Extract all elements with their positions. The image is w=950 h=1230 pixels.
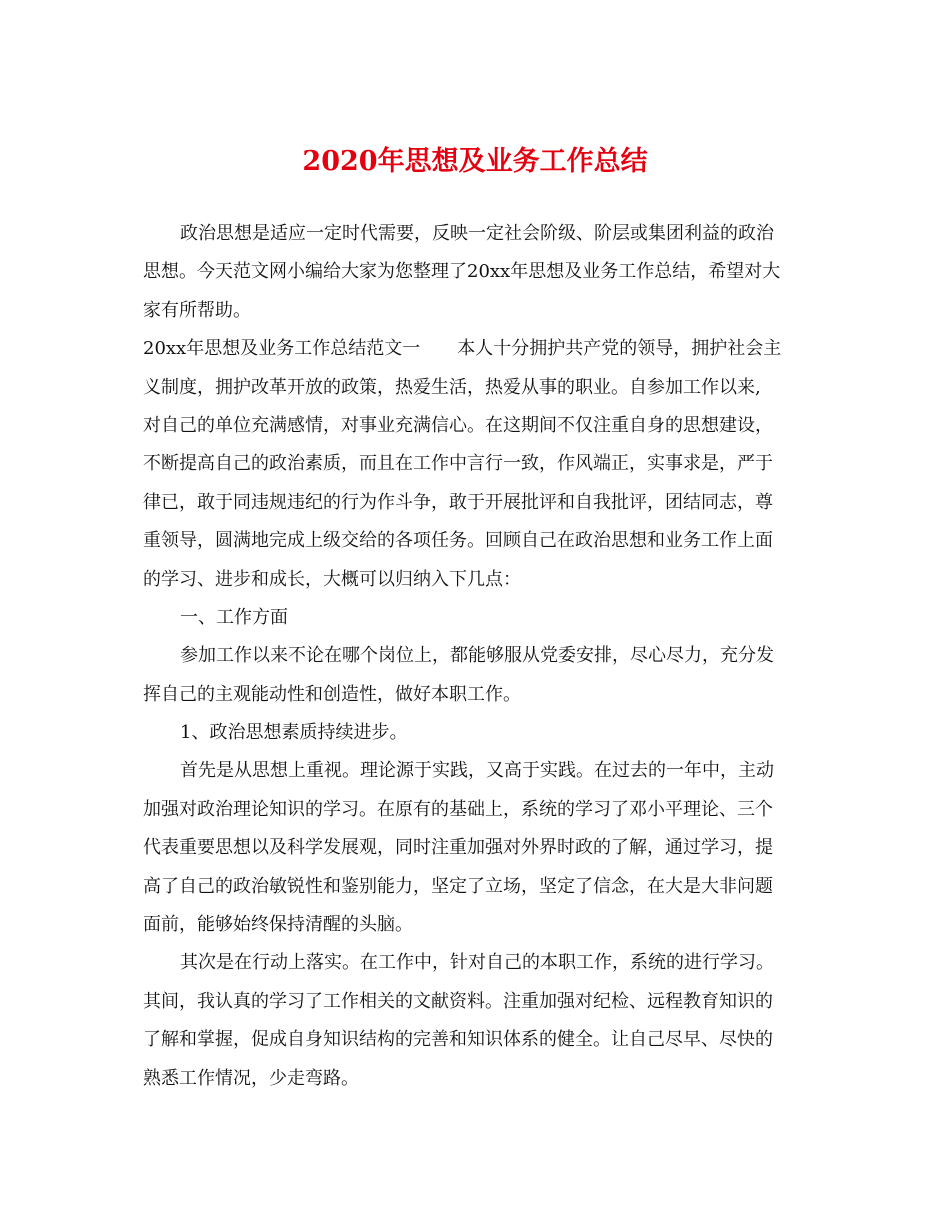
paragraph-line: 律已，敢于同违规违纪的行为作斗争，敢于开展批评和自我批评，团结同志，尊 [143, 491, 773, 513]
paragraph-line: 义制度，拥护改革开放的政策，热爱生活，热爱从事的职业。自参加工作以来, [143, 376, 761, 398]
paragraph-line: 高了自己的政治敏锐性和鉴别能力，坚定了立场，坚定了信念，在大是大非问题 [143, 875, 773, 897]
paragraph-line: 代表重要思想以及科学发展观，同时注重加强对外界时政的了解，通过学习，提 [143, 837, 773, 859]
paragraph-line: 思想。今天范文网小编给大家为您整理了20xx年思想及业务工作总结，希望对大 [143, 261, 781, 283]
document-body [143, 215, 811, 1098]
paragraph-line: 参加工作以来不论在哪个岗位上，都能够服从党委安排，尽心尽力，充分发 [180, 645, 774, 667]
paragraph-line: 加强对政治理论知识的学习。在原有的基础上，系统的学习了邓小平理论、三个 [143, 798, 773, 820]
document-title: 2020年思想及业务工作总结 [302, 146, 648, 177]
paragraph-line: 首先是从思想上重视。理论源于实践，又高于实践。在过去的一年中，主动 [180, 760, 774, 782]
paragraph-line: 不断提高自己的政治素质，而且在工作中言行一致，作风端正，实事求是，严于 [143, 453, 773, 475]
paragraph-line: 家有所帮助。 [143, 299, 251, 321]
paragraph-line: 对自己的单位充满感情，对事业充满信心。在这期间不仅注重自身的思想建设， [143, 414, 773, 436]
paragraph-line: 政治思想是适应一定时代需要，反映一定社会阶级、阶层或集团利益的政治 [180, 223, 774, 244]
paragraph-line: 面前，能够始终保持清醒的头脑。 [143, 914, 413, 936]
paragraph-text: 本人十分拥护共产党的领导，拥护社会主 [457, 338, 782, 360]
paragraph-line: 其间，我认真的学习了工作相关的文献资料。注重加强对纪检、远程教育知识的 [143, 990, 773, 1012]
heading-line [143, 330, 811, 368]
section-heading: 20xx年思想及业务工作总结范文一 [143, 338, 421, 360]
paragraph-line: 的学习、进步和成长，大概可以归纳入下几点： [143, 568, 521, 590]
paragraph-line: 其次是在行动上落实。在工作中，针对自己的本职工作，系统的进行学习。 [180, 952, 774, 974]
paragraph-line: 挥自己的主观能动性和创造性，做好本职工作。 [143, 683, 521, 705]
subsection-heading: 1、政治思想素质持续进步。 [180, 722, 408, 744]
paragraph-line: 熟悉工作情况，少走弯路。 [143, 1067, 359, 1089]
section-heading: 一、工作方面 [180, 606, 288, 628]
paragraph-line: 重领导，圆满地完成上级交给的各项任务。回顾自己在政治思想和业务工作上面 [143, 530, 773, 552]
paragraph-line: 了解和掌握，促成自身知识结构的完善和知识体系的健全。让自己尽早、尽快的 [143, 1029, 773, 1051]
